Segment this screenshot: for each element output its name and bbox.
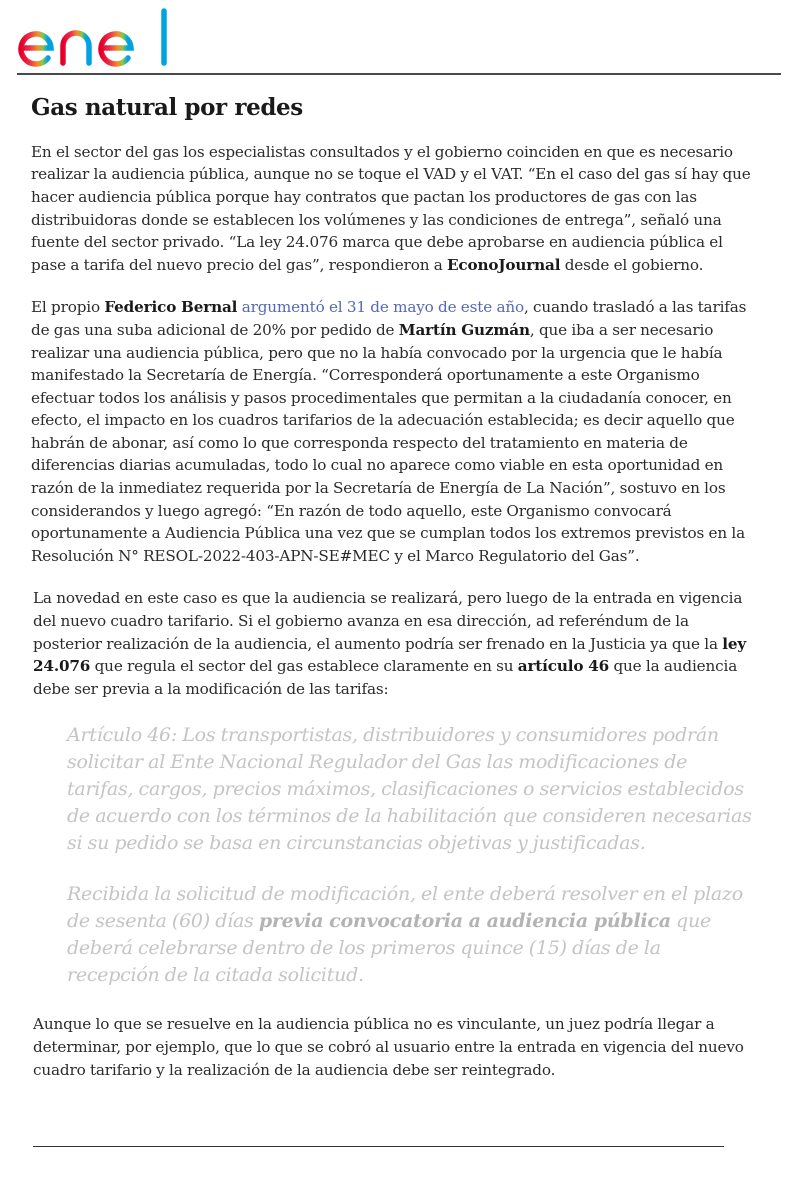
text-run: La novedad en este caso es que la audiencia se realizará, pero luego de la entrada en vigencia del nuevo cuadro tarifario. Si el gobierno avanza en esa dirección, ad referéndum de la posterior realización de la audiencia, el aumento podría ser frenado en la Justicia ya que la [33, 589, 743, 653]
text-run: que regula el sector del gas establece claramente en su [90, 657, 518, 676]
bold-previa-convocatoria: previa convocatoria a audiencia pública [258, 910, 671, 933]
paragraph-2 [31, 296, 753, 567]
text-run: que deberá celebrarse dentro de los primeros quince (15) días de la recepción de la citada solicitud. [67, 910, 711, 987]
law-blockquote [67, 722, 753, 989]
bold-federico-bernal: Federico Bernal [104, 298, 238, 317]
paragraph-1 [31, 141, 753, 277]
paragraph-4: Aunque lo que se resuelve en la audiencia pública no es vinculante, un juez podría llegar a determinar, por ejemplo, que lo que se cobró al usuario entre la entrada en vigencia del nuevo cuadro tarifario y la realización de la audiencia debe ser reintegrado. [33, 1015, 744, 1079]
bold-ley-24076: ley 24.076 [33, 634, 747, 676]
article-title: Gas natural por redes [31, 94, 303, 121]
bold-martin-guzman: Martín Guzmán [398, 320, 530, 339]
text-run: En el sector del gas los especialistas consultados y el gobierno coinciden en que es necesario realizar la audiencia pública, aunque no se toque el VAD y el VAT. “En el caso del gas sí hay que hacer audiencia pública porque hay contratos que pactan los productores de gas con las distribuidoras donde se establecen los volúmenes y las condiciones de entrega”, señaló una fuente del sector privado. “La ley 24.076 marca que debe aprobarse en audiencia pública el pase a tarifa del nuevo precio del gas”, respondieron a [31, 142, 751, 274]
text-run: , que iba a ser necesario realizar una audiencia pública, pero que no la había convocado por la urgencia que le había manifestado la Secretaría de Energía. “Corresponderá oportunamente a este Organismo efectuar todos los análisis y pasos procedimentales que permitan a la ciudadanía conocer, en efecto, el impacto en los cuadros tarifarios de la adecuación establecida; es decir aquello que habrán de abonar, así como lo que corresponda respecto del tratamiento en materia de diferencias diarias acumuladas, todo lo cual no aparece como viable en esta oportunidad en razón de la inmediatez requerida por la Secretaría de Energía de La Nación”, sostuvo en los considerandos y luego agregó: “En razón de todo aquello, este Organismo convocará oportunamente a Audiencia Pública una vez que se cumplan todos los extremos previstos en la Resolución N° RESOL-2022-403-APN-SE#MEC y el Marco Regulatorio del Gas”. [31, 320, 745, 565]
quote-paragraph-2 [67, 881, 753, 989]
enel-logo[interactable] [17, 8, 172, 68]
site-header [0, 0, 800, 76]
quote-paragraph-1: Artículo 46: Los transportistas, distribuidores y consumidores podrán solicitar al Ente Nacional Regulador del Gas las modificaciones de tarifas, cargos, precios máximos, clasificaciones o servicios establecidos de acuerdo con los términos de la habilitación que consideren necesarias si su pedido se basa en circunstancias objetivas y justificadas. [67, 724, 752, 855]
text-run: Recibida la solicitud de modificación, el ente deberá resolver en el plazo de sesenta (60) días [67, 883, 743, 933]
text-run: que la audiencia debe ser previa a la modificación de las tarifas: [33, 657, 738, 698]
footer-divider [33, 1146, 724, 1147]
text-run: El propio [31, 298, 105, 317]
bold-econojournal: EconoJournal [447, 255, 561, 274]
text-run: , cuando trasladó a las tarifas de gas una suba adicional de 20% por pedido de [31, 298, 747, 339]
header-divider [17, 73, 781, 75]
article [31, 94, 753, 1101]
argument-link[interactable]: argumentó el 31 de mayo de este año [241, 298, 524, 317]
paragraph-3 [31, 587, 753, 700]
bold-articulo-46: artículo 46 [517, 657, 610, 676]
text-run: desde el gobierno. [560, 255, 704, 274]
